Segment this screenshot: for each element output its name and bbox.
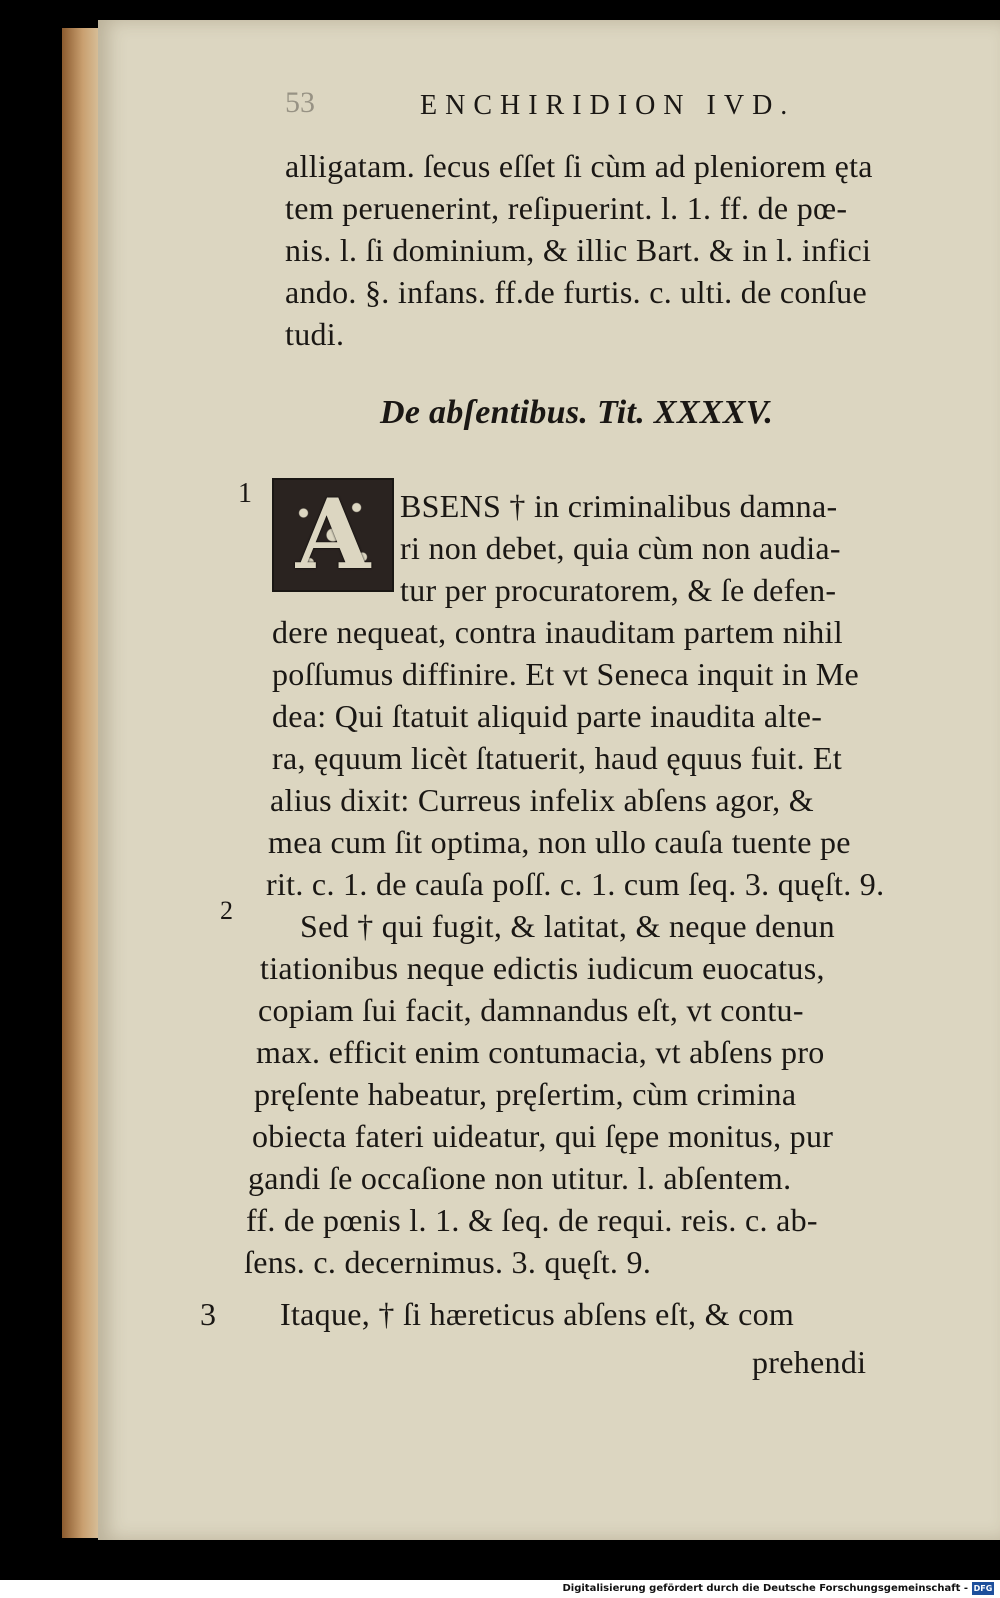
text-line: alligatam. ſecus eſſet ſi cùm ad pleniorem ęta [285, 148, 873, 184]
initial-letter: A [295, 478, 371, 591]
text-line: alius dixit: Curreus infelix abſens agor, & [270, 782, 814, 818]
text-line: pręſente habeatur, pręſertim, cùm crimina [254, 1076, 797, 1112]
dfg-logo: DFG [973, 1584, 993, 1593]
margin-number: 3 [200, 1296, 216, 1332]
text-line: Sed † qui fugit, & latitat, & neque denun [300, 908, 835, 944]
text-line: poſſumus diffinire. Et vt Seneca inquit in Me [272, 656, 860, 692]
text-line: ff. de pœnis l. 1. & ſeq. de requi. reis. c. ab- [246, 1202, 818, 1238]
text-line: tudi. [285, 316, 345, 352]
running-head: ENCHIRIDION IVD. [420, 90, 796, 121]
scan-bottom-margin [0, 1540, 1000, 1580]
page-number: 53 [285, 86, 315, 119]
funding-notice: Digitalisierung gefördert durch die Deutsche Forschungsgemeinschaft - [562, 1583, 968, 1594]
text-line: mea cum ſit optima, non ullo cauſa tuente pe [268, 824, 851, 860]
text-line: tem peruenerint, reſipuerint. l. 1. ff. de pœ- [285, 190, 848, 226]
margin-number: 1 [238, 478, 252, 509]
text-line: dere nequeat, contra inauditam partem nihil [272, 614, 843, 650]
text-line: Itaque, † ſi hæreticus abſens eſt, & com [280, 1296, 795, 1332]
text-line: ando. §. infans. ff.de furtis. c. ulti. de conſue [285, 274, 867, 310]
section-heading: De abſentibus. Tit. XXXXV. [380, 394, 774, 431]
text-line: ri non debet, quia cùm non audia- [400, 530, 841, 566]
decorated-initial [272, 478, 394, 592]
catchword: prehendi [752, 1344, 867, 1380]
text-line: rit. c. 1. de cauſa poſſ. c. 1. cum ſeq. 3. quęſt. 9. [266, 866, 885, 902]
text-line: BSENS † in criminalibus damna- [400, 488, 838, 524]
text-line: gandi ſe occaſione non utitur. l. abſentem. [248, 1160, 792, 1196]
text-line: dea: Qui ſtatuit aliquid parte inaudita alte- [272, 698, 823, 734]
text-line: ſens. c. decernimus. 3. quęſt. 9. [244, 1244, 652, 1280]
text-line: tur per procuratorem, & ſe defen- [400, 572, 837, 608]
text-line: ra, ęquum licèt ſtatuerit, haud ęquus fuit. Et [272, 740, 843, 776]
book-edge [62, 28, 100, 1538]
text-line: copiam ſui facit, damnandus eſt, vt contu- [258, 992, 804, 1028]
text-line: tiationibus neque edictis iudicum euocatus, [260, 950, 825, 986]
text-line: nis. l. ſi dominium, & illic Bart. & in l. infici [285, 232, 872, 268]
margin-number: 2 [220, 896, 233, 925]
text-line: max. efficit enim contumacia, vt abſens pro [256, 1034, 825, 1070]
text-line: obiecta fateri uideatur, qui ſępe monitus, pur [252, 1118, 834, 1154]
